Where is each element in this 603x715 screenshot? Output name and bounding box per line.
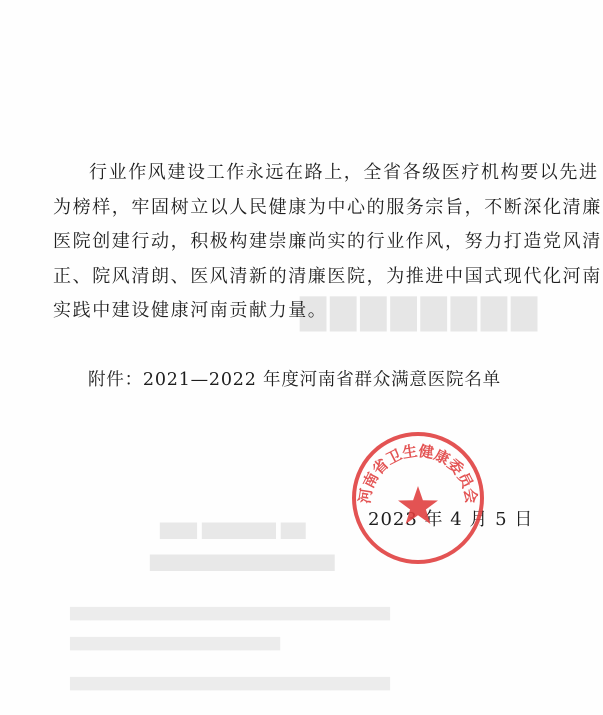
paragraph-line: 正、院风清朗、医风清新的清廉医院，为推进中国式现代化河南: [53, 265, 602, 287]
body-paragraph: [53, 156, 602, 329]
bleed-through-line: ▇▇▇▇▇▇▇▇▇▇▇▇▇▇▇: [150, 552, 335, 571]
paragraph-line: 医院创建行动，积极构建崇廉尚实的行业作风，努力打造党风清: [53, 231, 602, 252]
bleed-through-heading: ▇▇▇▇▇▇▇▇: [300, 292, 542, 332]
bleed-through-line: ▇▇▇▇▇▇▇▇▇▇▇▇▇▇▇▇▇▇▇▇▇▇▇▇▇▇▇▇▇▇▇▇: [70, 676, 390, 691]
bleed-through-line: ▇▇▇ ▇▇▇▇▇▇ ▇▇: [160, 520, 306, 539]
official-seal: [350, 430, 486, 566]
star-icon: [398, 486, 438, 524]
issue-date: 2023 年 4 月 5 日: [368, 509, 534, 530]
bleed-through-line: ▇▇▇▇▇▇▇▇▇▇▇▇▇▇▇▇▇▇▇▇▇: [70, 636, 280, 651]
paragraph-line: 行业作风建设工作永远在路上，全省各级医疗机构要以先进: [89, 162, 599, 183]
paragraph-line: 为榜样，牢固树立以人民健康为中心的服务宗旨，不断深化清廉: [53, 196, 602, 218]
paragraph-line: 实践中建设健康河南贡献力量。: [53, 300, 328, 321]
seal-text: 河南省卫生健康委员会: [355, 441, 481, 505]
bleed-through-line: ▇▇▇▇▇▇▇▇▇▇▇▇▇▇▇▇▇▇▇▇▇▇▇▇▇▇▇▇▇▇▇▇: [70, 606, 390, 621]
attachment-note: 附件：2021—2022 年度河南省群众满意医院名单: [88, 370, 501, 390]
